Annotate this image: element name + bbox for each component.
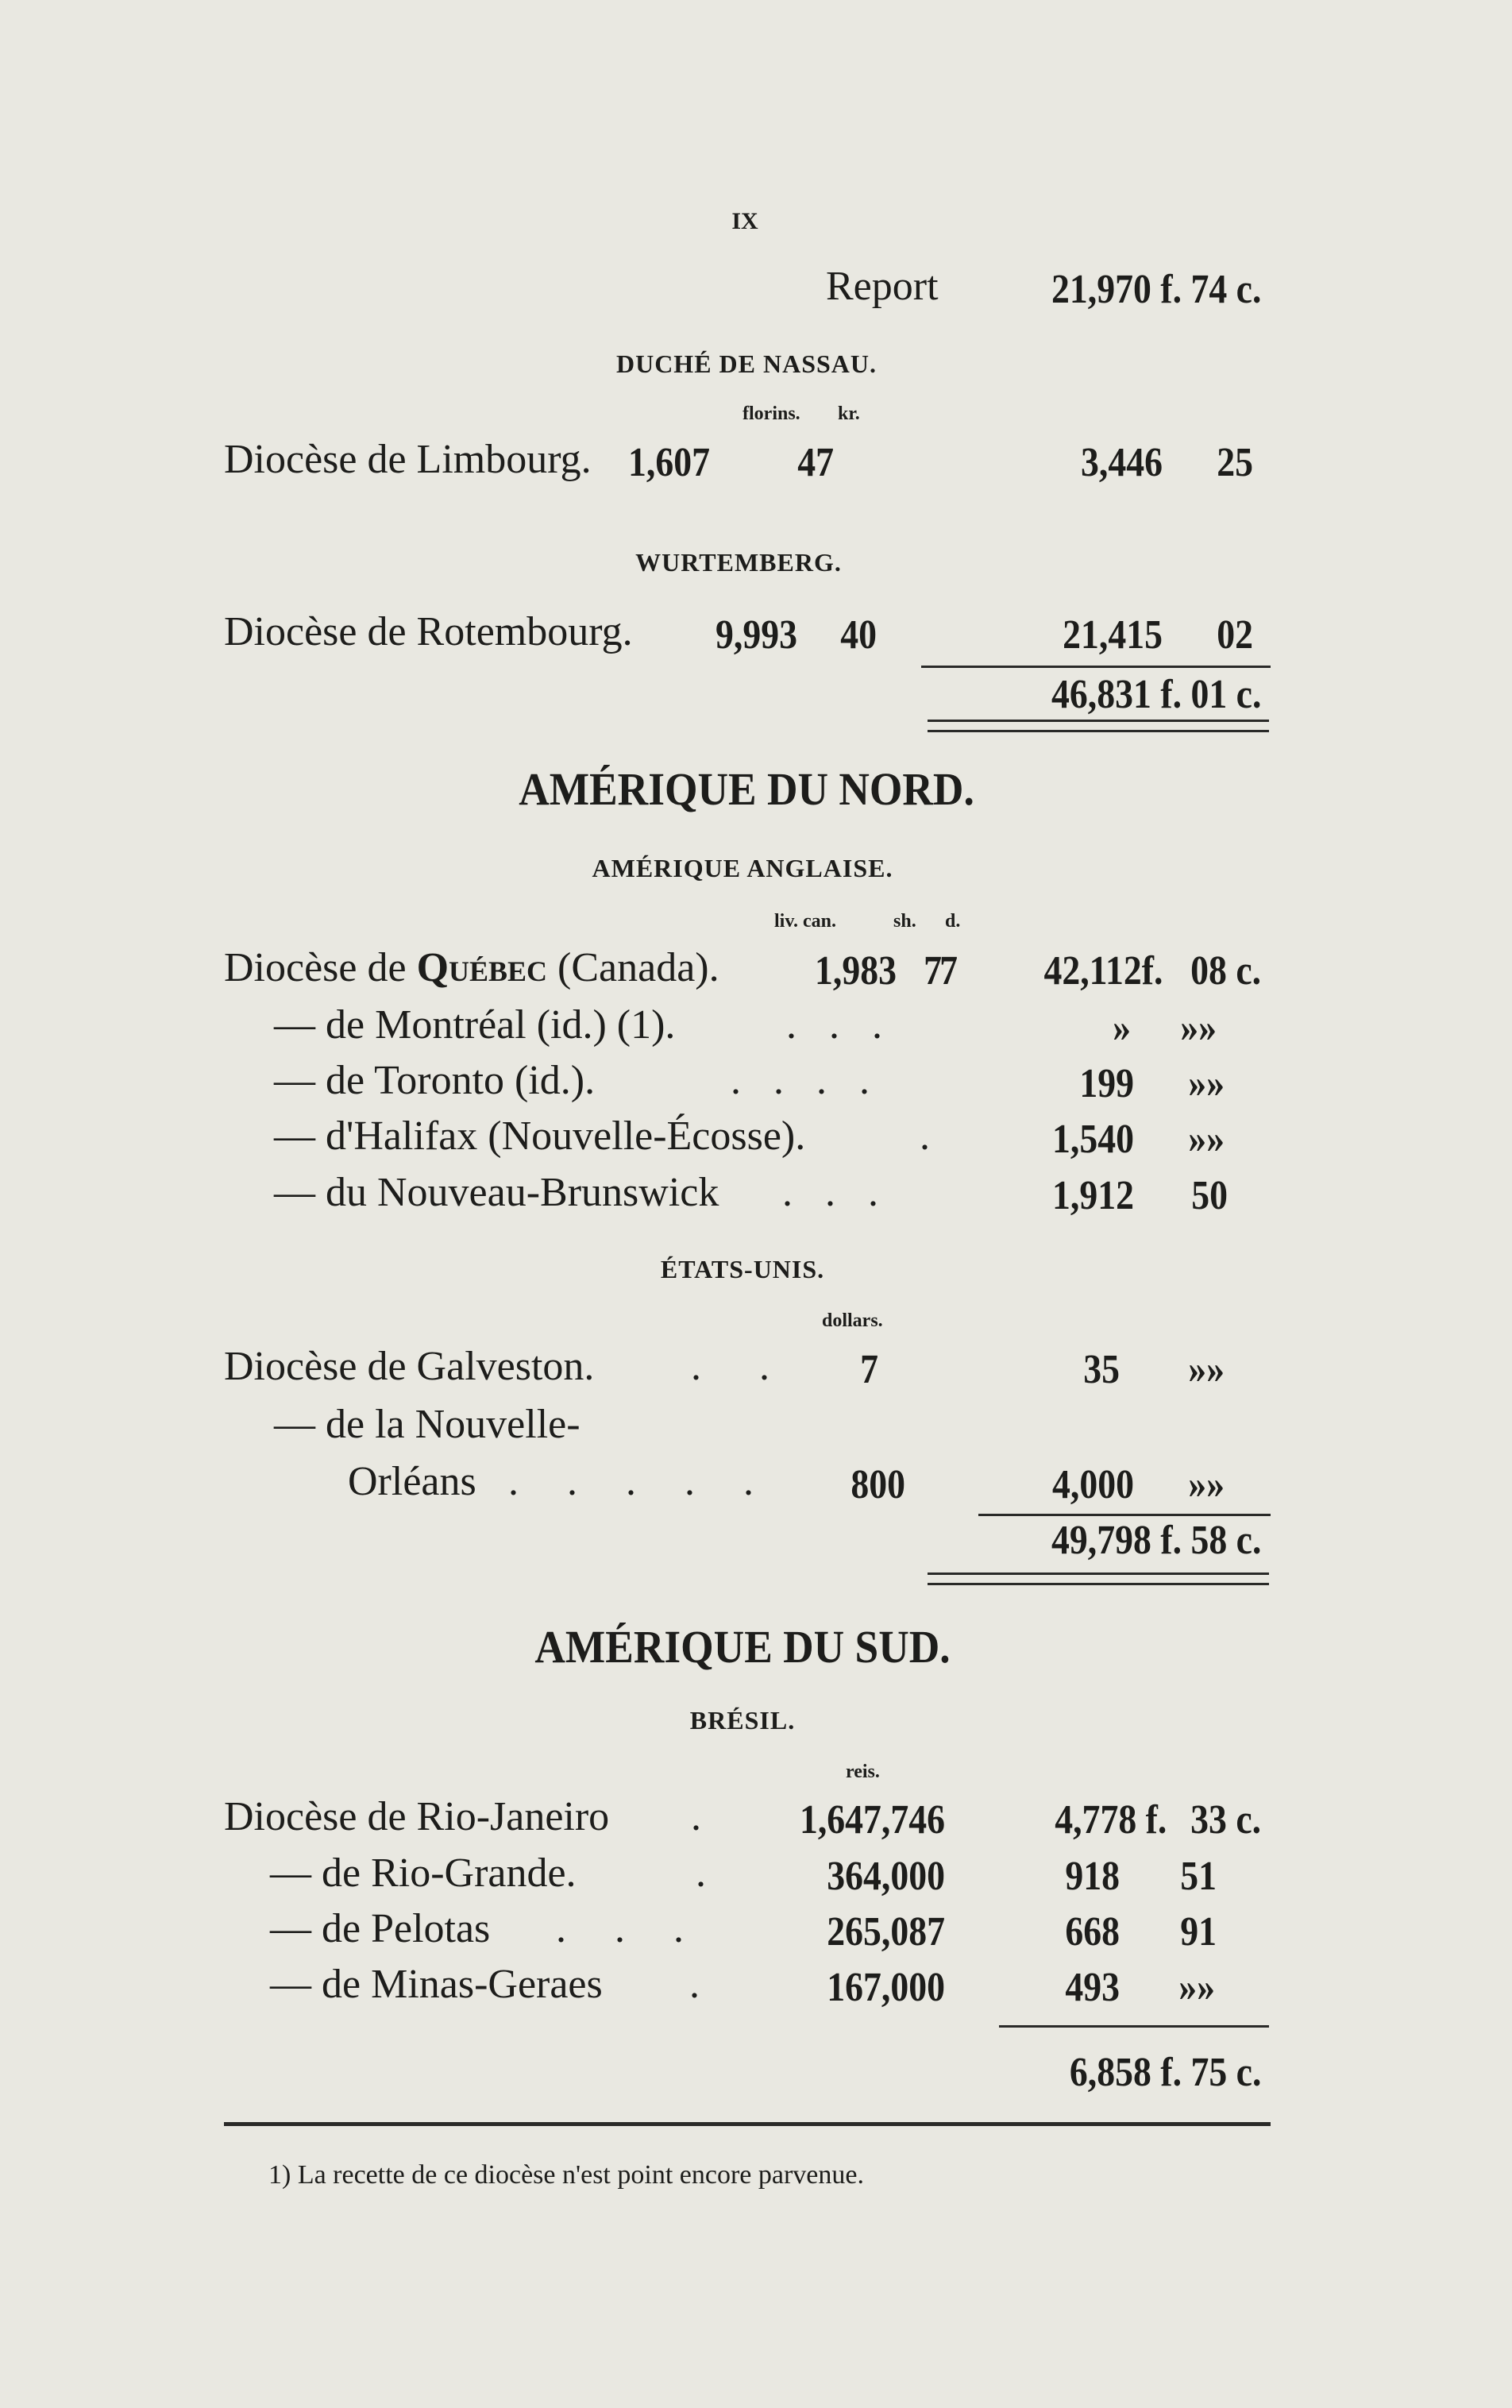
page-number: IX [731, 208, 758, 234]
report-label: Report [826, 264, 939, 309]
unit-sh: sh. [893, 911, 916, 932]
orleans-dollars: 800 [850, 1462, 905, 1507]
report-amount: 21,970 f. 74 c. [1051, 267, 1261, 312]
toronto-dots: . . . . [731, 1058, 881, 1103]
montreal-cents: »» [1180, 1005, 1217, 1051]
pelotas-reis: 265,087 [827, 1909, 945, 1955]
rio-grande-cents: 51 [1180, 1854, 1217, 1899]
rio-janeiro-reis: 1,647,746 [799, 1797, 945, 1843]
nouvelle-orleans-label: — de la Nouvelle- [274, 1402, 580, 1447]
unit-kr: kr. [838, 403, 860, 424]
unit-liv: liv. can. [774, 911, 837, 932]
quebec-label: Diocèse de Québec (Canada). [224, 945, 719, 990]
montreal-label: — de Montréal (id.) (1). [274, 1002, 676, 1048]
quebec-cents: 08 c. [1190, 948, 1261, 994]
pelotas-dots: . . . [556, 1906, 703, 1951]
limbourg-cents: 25 [1217, 440, 1253, 485]
unit-reis: reis. [846, 1762, 880, 1782]
rio-janeiro-dots: . [691, 1794, 701, 1839]
rotembourg-francs: 21,415 [1063, 612, 1163, 658]
rotembourg-cents: 02 [1217, 612, 1253, 658]
etats-unis-heading: ÉTATS-UNIS. [660, 1255, 825, 1283]
halifax-cents: »» [1188, 1117, 1225, 1162]
double-rule [928, 720, 1269, 732]
galveston-dollars: 7 [860, 1347, 878, 1392]
halifax-dots: . [920, 1113, 930, 1159]
orleans-francs: 4,000 [1052, 1462, 1134, 1507]
rio-grande-reis: 364,000 [827, 1854, 945, 1899]
quebec-francs: 42,112f. [1043, 948, 1163, 994]
amerique-sud-heading: AMÉRIQUE DU SUD. [534, 1621, 951, 1673]
minas-geraes-cents: »» [1178, 1965, 1215, 2010]
bresil-heading: BRÉSIL. [689, 1706, 796, 1735]
toronto-label: — de Toronto (id.). [274, 1058, 596, 1103]
rio-grande-francs: 918 [1065, 1854, 1120, 1899]
rio-janeiro-francs: 4,778 f. [1054, 1797, 1167, 1843]
nassau-heading: DUCHÉ DE NASSAU. [615, 349, 878, 378]
minas-geraes-label: — de Minas-Geraes [270, 1962, 603, 2007]
minas-geraes-dots: . [689, 1962, 700, 2007]
minas-geraes-francs: 493 [1065, 1965, 1120, 2010]
unit-dollars: dollars. [822, 1310, 883, 1331]
limbourg-francs: 3,446 [1081, 440, 1163, 485]
brunswick-dots: . . . [782, 1170, 889, 1215]
limbourg-label: Diocèse de Limbourg. [224, 437, 592, 482]
rotembourg-kr: 40 [840, 612, 877, 658]
north-america-total: 49,798 f. 58 c. [1051, 1518, 1261, 1563]
halifax-francs: 1,540 [1052, 1117, 1134, 1162]
quebec-d: 7 [939, 948, 958, 994]
limbourg-florins: 1,607 [628, 440, 710, 485]
brunswick-cents: 50 [1191, 1173, 1228, 1218]
toronto-cents: »» [1188, 1061, 1225, 1106]
montreal-dots: . . . [786, 1002, 893, 1048]
galveston-label: Diocèse de Galveston. [224, 1344, 595, 1389]
brunswick-francs: 1,912 [1052, 1173, 1134, 1218]
orleans-cents: »» [1188, 1462, 1225, 1507]
pelotas-label: — de Pelotas [270, 1906, 491, 1951]
rio-janeiro-label: Diocèse de Rio-Janeiro [224, 1794, 610, 1839]
galveston-francs: 35 [1083, 1347, 1120, 1392]
sum-rule [921, 666, 1271, 668]
sum-rule-2 [978, 1514, 1271, 1516]
amerique-anglaise-heading: AMÉRIQUE ANGLAISE. [592, 854, 893, 882]
orleans-dots: . . . . . [508, 1459, 773, 1504]
unit-florins: florins. [742, 403, 800, 424]
footnote: 1) La recette de ce diocèse n'est point encore parvenue. [268, 2160, 864, 2190]
sum-rule-3 [999, 2025, 1269, 2028]
minas-geraes-reis: 167,000 [827, 1965, 945, 2010]
quebec-sh: 7 [924, 948, 942, 994]
double-rule-2 [928, 1573, 1269, 1585]
halifax-label: — d'Halifax (Nouvelle-Écosse). [274, 1113, 806, 1159]
wurtemberg-heading: WURTEMBERG. [635, 548, 842, 577]
limbourg-kr: 47 [797, 440, 834, 485]
rotembourg-label: Diocèse de Rotembourg. [224, 609, 633, 654]
rio-janeiro-cents: 33 c. [1190, 1797, 1261, 1843]
rio-grande-dots: . [696, 1850, 706, 1896]
footnote-separator [224, 2122, 1271, 2126]
montreal-francs: » [1113, 1005, 1131, 1051]
galveston-cents: »» [1188, 1347, 1225, 1392]
germany-total: 46,831 f. 01 c. [1051, 672, 1261, 717]
quebec-name: Québec [416, 945, 548, 990]
rio-grande-label: — de Rio-Grande. [270, 1850, 577, 1896]
quebec-liv: 1,983 [815, 948, 897, 994]
south-america-total: 6,858 f. 75 c. [1069, 2050, 1261, 2095]
pelotas-cents: 91 [1180, 1909, 1217, 1955]
rotembourg-florins: 9,993 [716, 612, 797, 658]
amerique-nord-heading: AMÉRIQUE DU NORD. [519, 763, 974, 815]
galveston-dots: . . [691, 1344, 793, 1389]
brunswick-label: — du Nouveau-Brunswick [274, 1170, 719, 1215]
orleans-label: Orléans [348, 1459, 476, 1504]
pelotas-francs: 668 [1065, 1909, 1120, 1955]
toronto-francs: 199 [1079, 1061, 1134, 1106]
unit-d: d. [945, 911, 961, 932]
